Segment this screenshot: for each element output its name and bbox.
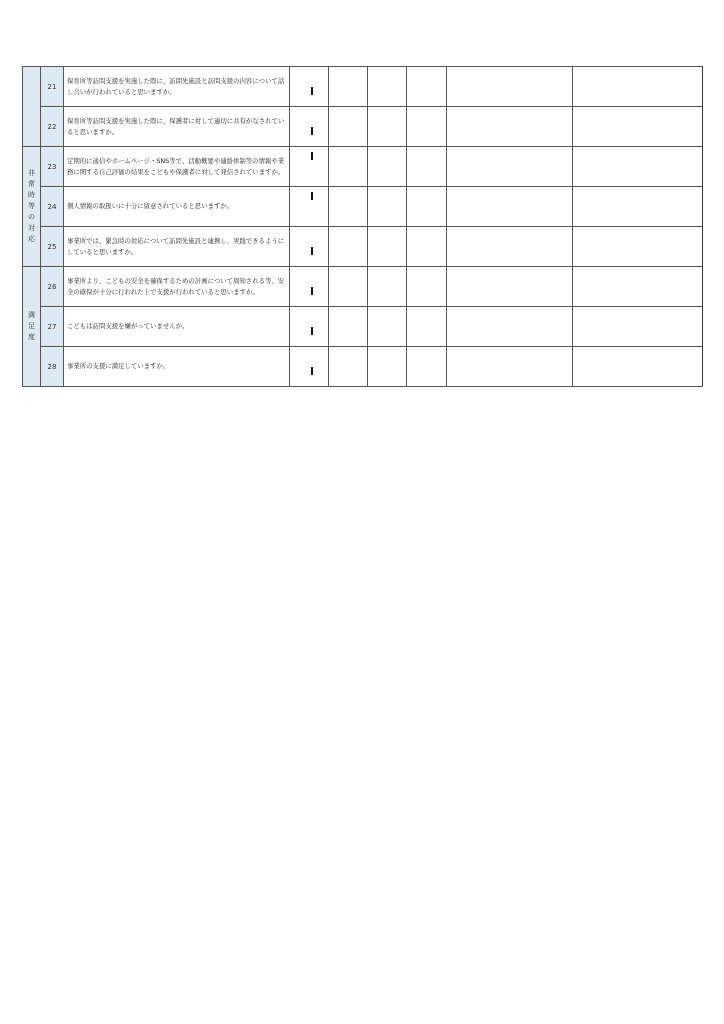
text-cursor-icon (311, 327, 313, 335)
text-cursor-icon (311, 192, 313, 200)
text-cursor-icon (311, 287, 313, 295)
comment-cell[interactable] (447, 107, 573, 147)
table-row (23, 187, 703, 227)
table-row (23, 107, 703, 147)
note-cell[interactable] (573, 107, 703, 147)
note-cell[interactable] (573, 227, 703, 267)
answer-cell-yes[interactable] (290, 107, 329, 147)
answer-cell-yes[interactable] (290, 307, 329, 347)
table-row (23, 67, 703, 107)
comment-cell[interactable] (447, 67, 573, 107)
comment-cell[interactable] (447, 347, 573, 387)
question-number: 25 (41, 227, 64, 267)
comment-cell[interactable] (447, 187, 573, 227)
answer-cell-unknown[interactable] (407, 307, 447, 347)
question-number: 21 (41, 67, 64, 107)
answer-cell-yes[interactable] (290, 267, 329, 307)
answer-cell-unknown[interactable] (407, 227, 447, 267)
note-cell[interactable] (573, 147, 703, 187)
answer-cell-yes[interactable] (290, 187, 329, 227)
answer-cell-neutral[interactable] (329, 307, 368, 347)
question-text: こどもは訪問支援を嫌がっていませんか。 (64, 307, 290, 347)
question-text: 定期的に通信やホームページ・SNS等で、活動概要や連絡体制等の情報や業務に関する自己評価の結果をこどもや保護者に対して発信されていますか。 (64, 147, 290, 187)
question-number: 26 (41, 267, 64, 307)
answer-cell-neutral[interactable] (329, 147, 368, 187)
answer-cell-no[interactable] (368, 347, 407, 387)
table-row (23, 147, 703, 187)
answer-cell-unknown[interactable] (407, 147, 447, 187)
answer-cell-yes[interactable] (290, 147, 329, 187)
question-number: 23 (41, 147, 64, 187)
question-number: 22 (41, 107, 64, 147)
comment-cell[interactable] (447, 147, 573, 187)
table-row (23, 347, 703, 387)
text-cursor-icon (311, 152, 313, 160)
answer-cell-unknown[interactable] (407, 107, 447, 147)
table-row (23, 267, 703, 307)
note-cell[interactable] (573, 347, 703, 387)
comment-cell[interactable] (447, 227, 573, 267)
answer-cell-neutral[interactable] (329, 67, 368, 107)
question-number: 27 (41, 307, 64, 347)
answer-cell-no[interactable] (368, 147, 407, 187)
answer-cell-no[interactable] (368, 187, 407, 227)
text-cursor-icon (311, 87, 313, 95)
note-cell[interactable] (573, 67, 703, 107)
question-text: 事業所の支援に満足していますか。 (64, 347, 290, 387)
answer-cell-unknown[interactable] (407, 347, 447, 387)
section-label-emergency: 非 常 時 等 の 対 応 (23, 147, 41, 267)
comment-cell[interactable] (447, 267, 573, 307)
answer-cell-neutral[interactable] (329, 347, 368, 387)
section-label-satisfaction: 満 足 度 (23, 267, 41, 387)
question-text: 事業所より、こどもの安全を確保するための計画について周知される等、安全の確保が十分に行われた上で支援が行われていると思いますか。 (64, 267, 290, 307)
answer-cell-no[interactable] (368, 267, 407, 307)
text-cursor-icon (311, 247, 313, 255)
answer-cell-neutral[interactable] (329, 227, 368, 267)
table-row (23, 307, 703, 347)
answer-cell-no[interactable] (368, 227, 407, 267)
text-cursor-icon (311, 127, 313, 135)
question-text: 保育所等訪問支援を実施した際に、保護者に対して適切に共有がなされていると思いますか。 (64, 107, 290, 147)
note-cell[interactable] (573, 187, 703, 227)
answer-cell-unknown[interactable] (407, 67, 447, 107)
answer-cell-yes[interactable] (290, 347, 329, 387)
answer-cell-yes[interactable] (290, 227, 329, 267)
answer-cell-unknown[interactable] (407, 267, 447, 307)
question-text: 保育所等訪問支援を実施した際に、訪問先施設と訪問支援の内容について話し合いが行われていると思いますか。 (64, 67, 290, 107)
answer-cell-yes[interactable] (290, 67, 329, 107)
text-cursor-icon (311, 367, 313, 375)
answer-cell-neutral[interactable] (329, 267, 368, 307)
note-cell[interactable] (573, 307, 703, 347)
question-number: 28 (41, 347, 64, 387)
question-text: 個人情報の取扱いに十分に留意されていると思いますか。 (64, 187, 290, 227)
note-cell[interactable] (573, 267, 703, 307)
section-cell-previous (23, 67, 41, 147)
comment-cell[interactable] (447, 307, 573, 347)
answer-cell-unknown[interactable] (407, 187, 447, 227)
questionnaire-table (22, 66, 703, 387)
answer-cell-neutral[interactable] (329, 187, 368, 227)
answer-cell-neutral[interactable] (329, 107, 368, 147)
answer-cell-no[interactable] (368, 67, 407, 107)
answer-cell-no[interactable] (368, 107, 407, 147)
question-number: 24 (41, 187, 64, 227)
table-row (23, 227, 703, 267)
question-text: 事業所では、緊急時の対応について訪問先施設と連携し、実践できるようにしていると思いますか。 (64, 227, 290, 267)
answer-cell-no[interactable] (368, 307, 407, 347)
